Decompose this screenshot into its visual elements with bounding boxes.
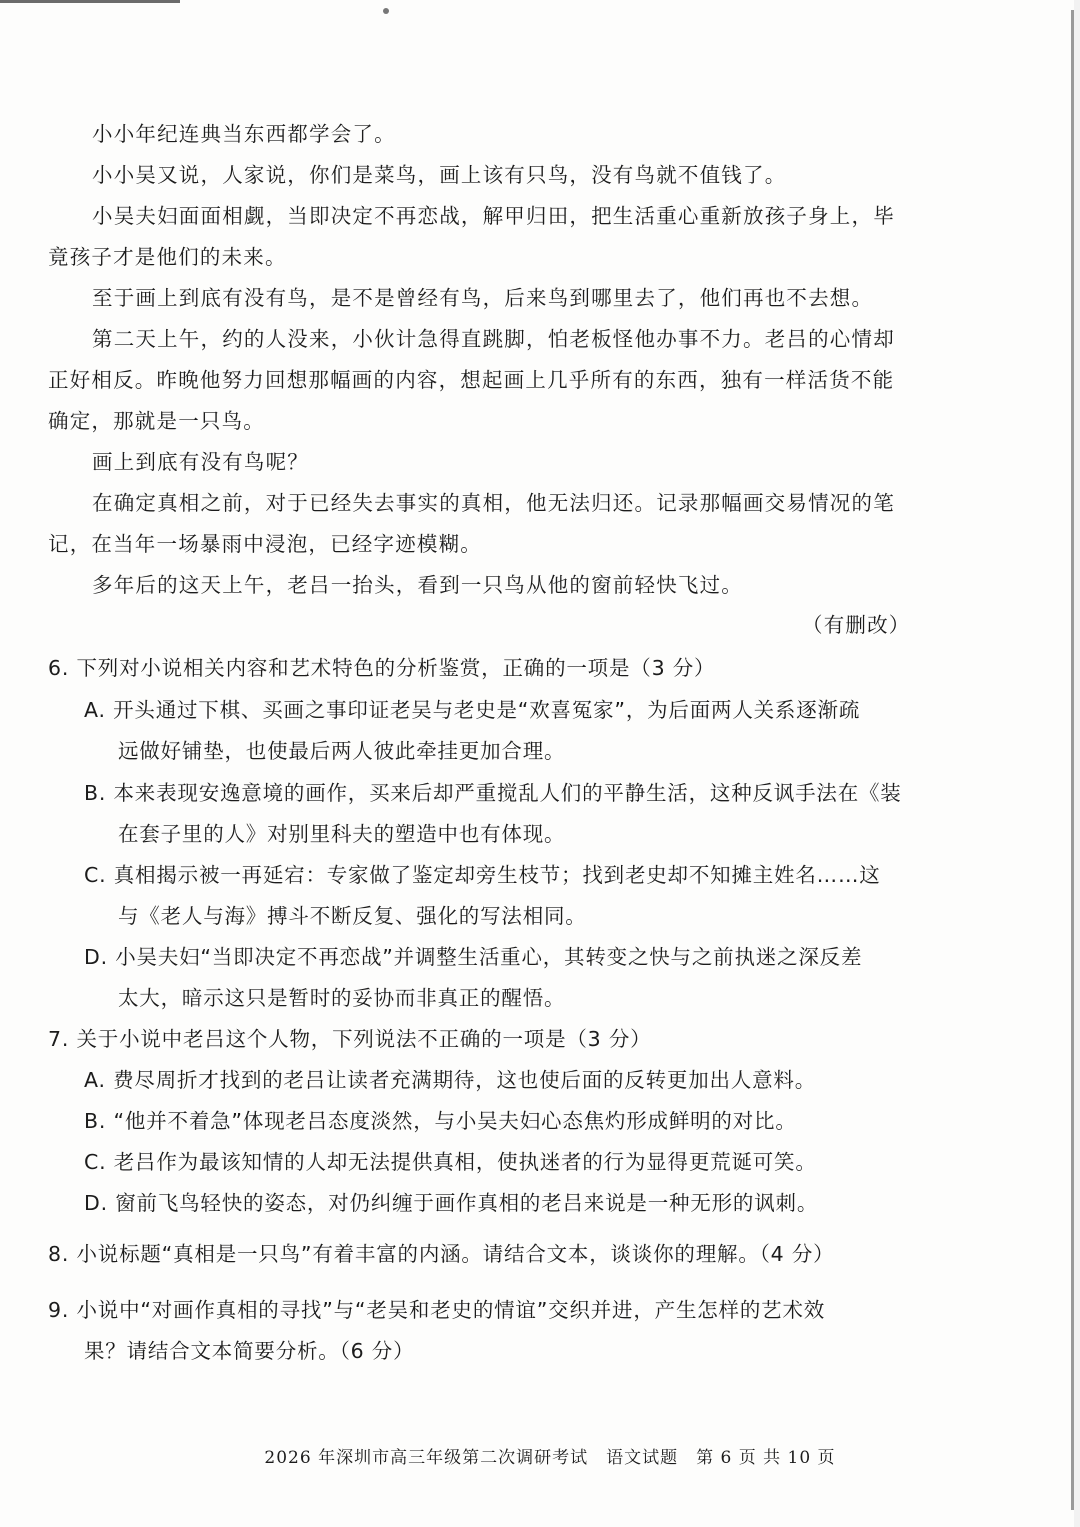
question-6-option-d-cont: 太大，暗示这只是暂时的妥协而非真正的醒悟。: [118, 986, 566, 1010]
scan-edge-top: [0, 0, 180, 3]
question-9-stem-cont: 果？请结合文本简要分析。（6 分）: [84, 1339, 415, 1363]
scan-edge-right: [1071, 10, 1074, 1510]
question-9-stem: 9. 小说中“对画作真相的寻找”与“老吴和老史的情谊”交织并进，产生怎样的艺术效: [48, 1298, 826, 1322]
scan-edge-right-shadow: [1074, 0, 1080, 1527]
question-6-option-a-cont: 远做好铺垫，也使最后两人彼此牵挂更加合理。: [118, 739, 566, 763]
story-line: 在确定真相之前，对于已经失去事实的真相，他无法归还。记录那幅画交易情况的笔: [92, 491, 895, 515]
question-7-option-a: A. 费尽周折才找到的老吕让读者充满期待，这也使后面的反转更加出人意料。: [84, 1068, 816, 1092]
edit-note: （有删改）: [802, 613, 911, 637]
question-6-option-c: C. 真相揭示被一再延宕：专家做了鉴定却旁生枝节；找到老史却不知摊主姓名……这: [84, 863, 881, 887]
question-8-stem: 8. 小说标题“真相是一只鸟”有着丰富的内涵。请结合文本，谈谈你的理解。（4 分）: [48, 1242, 835, 1266]
story-line: 多年后的这天上午，老吕一抬头，看到一只鸟从他的窗前轻快飞过。: [92, 573, 743, 597]
story-line: 小吴夫妇面面相觑，当即决定不再恋战，解甲归田，把生活重心重新放孩子身上，毕: [92, 204, 895, 228]
question-6-option-d: D. 小吴夫妇“当即决定不再恋战”并调整生活重心，其转变之快与之前执迷之深反差: [84, 945, 863, 969]
question-7-stem: 7. 关于小说中老吕这个人物，下列说法不正确的一项是（3 分）: [48, 1027, 652, 1051]
story-line: 确定，那就是一只鸟。: [48, 409, 265, 433]
story-line: 小小吴又说，人家说，你们是菜鸟，画上该有只鸟，没有鸟就不值钱了。: [92, 163, 787, 187]
story-line: 至于画上到底有没有鸟，是不是曾经有鸟，后来鸟到哪里去了，他们再也不去想。: [92, 286, 874, 310]
story-line: 竟孩子才是他们的未来。: [48, 245, 287, 269]
question-6-stem: 6. 下列对小说相关内容和艺术特色的分析鉴赏，正确的一项是（3 分）: [48, 656, 716, 680]
question-7-option-c: C. 老吕作为最该知情的人却无法提供真相，使执迷者的行为显得更荒诞可笑。: [84, 1150, 817, 1174]
story-line: 记，在当年一场暴雨中浸泡，已经字迹模糊。: [48, 532, 482, 556]
story-line: 第二天上午，约的人没来，小伙计急得直跳脚，怕老板怪他办事不力。老吕的心情却: [92, 327, 895, 351]
story-line: 小小年纪连典当东西都学会了。: [92, 122, 396, 146]
scan-mark: [383, 8, 389, 14]
story-line: 画上到底有没有鸟呢？: [92, 450, 309, 474]
question-6-option-b: B. 本来表现安逸意境的画作，买来后却严重搅乱人们的平静生活，这种反讽手法在《装: [84, 781, 902, 805]
story-line: 正好相反。昨晚他努力回想那幅画的内容，想起画上几乎所有的东西，独有一样活货不能: [48, 368, 895, 392]
question-6-option-c-cont: 与《老人与海》搏斗不断反复、强化的写法相同。: [118, 904, 587, 928]
question-6-option-b-cont: 在套子里的人》对别里科夫的塑造中也有体现。: [118, 822, 566, 846]
question-7-option-b: B. “他并不着急”体现老吕态度淡然，与小吴夫妇心态焦灼形成鲜明的对比。: [84, 1109, 797, 1133]
question-7-option-d: D. 窗前飞鸟轻快的姿态，对仍纠缠于画作真相的老吕来说是一种无形的讽刺。: [84, 1191, 819, 1215]
page-footer: 2026 年深圳市高三年级第二次调研考试 语文试题 第 6 页 共 10 页: [264, 1448, 836, 1468]
question-6-option-a: A. 开头通过下棋、买画之事印证老吴与老史是“欢喜冤家”，为后面两人关系逐渐疏: [84, 698, 861, 722]
